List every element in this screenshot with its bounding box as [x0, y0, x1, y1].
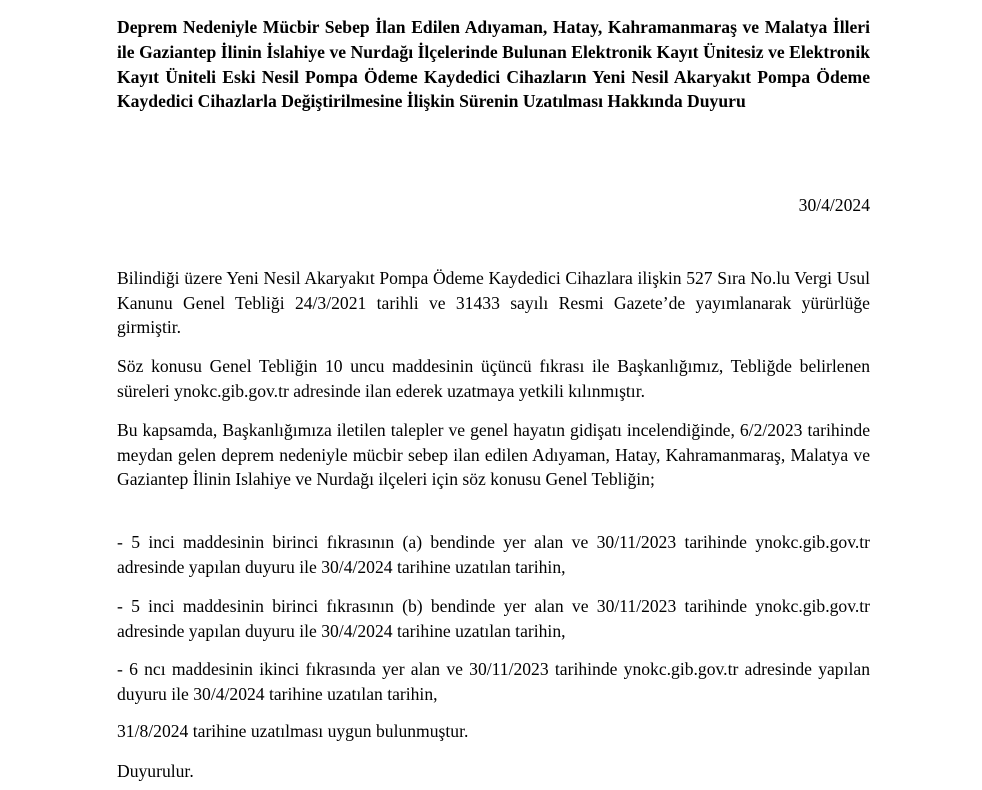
- document-title: Deprem Nedeniyle Mücbir Sebep İlan Edilen Adıyaman, Hatay, Kahramanmaraş ve Malatya İlleri ile Gaziantep İlinin İslahiye ve Nurdağı İlçelerinde Bulunan Elektronik Kayıt Ünitesiz ve Elektronik Kayıt Üniteli Eski Nesil Pompa Ödeme Kaydedici Cihazların Yeni Nesil Akaryakıt Pompa Ödeme Kaydedici Cihazlarla Değiştirilmesine İlişkin Sürenin Uzatılması Hakkında Duyuru: [117, 17, 870, 112]
- paragraph-conclusion: 31/8/2024 tarihine uzatılması uygun bulunmuştur.: [117, 721, 469, 741]
- paragraph-scope: Bu kapsamda, Başkanlığımıza iletilen talepler ve genel hayatın gidişatı incelendiğinde, 6/2/2023 tarihinde meydan gelen deprem nedeniyle mücbir sebep ilan edilen Adıyaman, Hatay, Kahramanmaraş, Malatya ve Gaziantep İlinin Islahiye ve Nurdağı ilçeleri için söz konusu Genel Tebliğin;: [117, 420, 870, 490]
- paragraph-intro: Bilindiği üzere Yeni Nesil Akaryakıt Pompa Ödeme Kaydedici Cihazlara ilişkin 527 Sıra No.lu Vergi Usul Kanunu Genel Tebliği 24/3/2021 tarihli ve 31433 sayılı Resmi Gazete’de yayımlanarak yürürlüğe girmiştir.: [117, 268, 870, 338]
- paragraph-closing: Duyurulur.: [117, 761, 194, 781]
- list-item-article-5-b: - 5 inci maddesinin birinci fıkrasının (b) bendinde yer alan ve 30/11/2023 tarihinde ynokc.gib.gov.tr adresinde yapılan duyuru ile 30/4/2024 tarihine uzatılan tarihin,: [117, 596, 870, 641]
- list-item-article-6: - 6 ncı maddesinin ikinci fıkrasında yer alan ve 30/11/2023 tarihinde ynokc.gib.gov.tr adresinde yapılan duyuru ile 30/4/2024 tarihine uzatılan tarihin,: [117, 659, 870, 704]
- list-item-article-5-a: - 5 inci maddesinin birinci fıkrasının (a) bendinde yer alan ve 30/11/2023 tarihinde ynokc.gib.gov.tr adresinde yapılan duyuru ile 30/4/2024 tarihine uzatılan tarihin,: [117, 532, 870, 577]
- paragraph-authority: Söz konusu Genel Tebliğin 10 uncu maddesinin üçüncü fıkrası ile Başkanlığımız, Tebliğde belirlenen süreleri ynokc.gib.gov.tr adresinde ilan ederek uzatmaya yetkili kılınmıştır.: [117, 356, 870, 401]
- document-date: 30/4/2024: [798, 195, 870, 215]
